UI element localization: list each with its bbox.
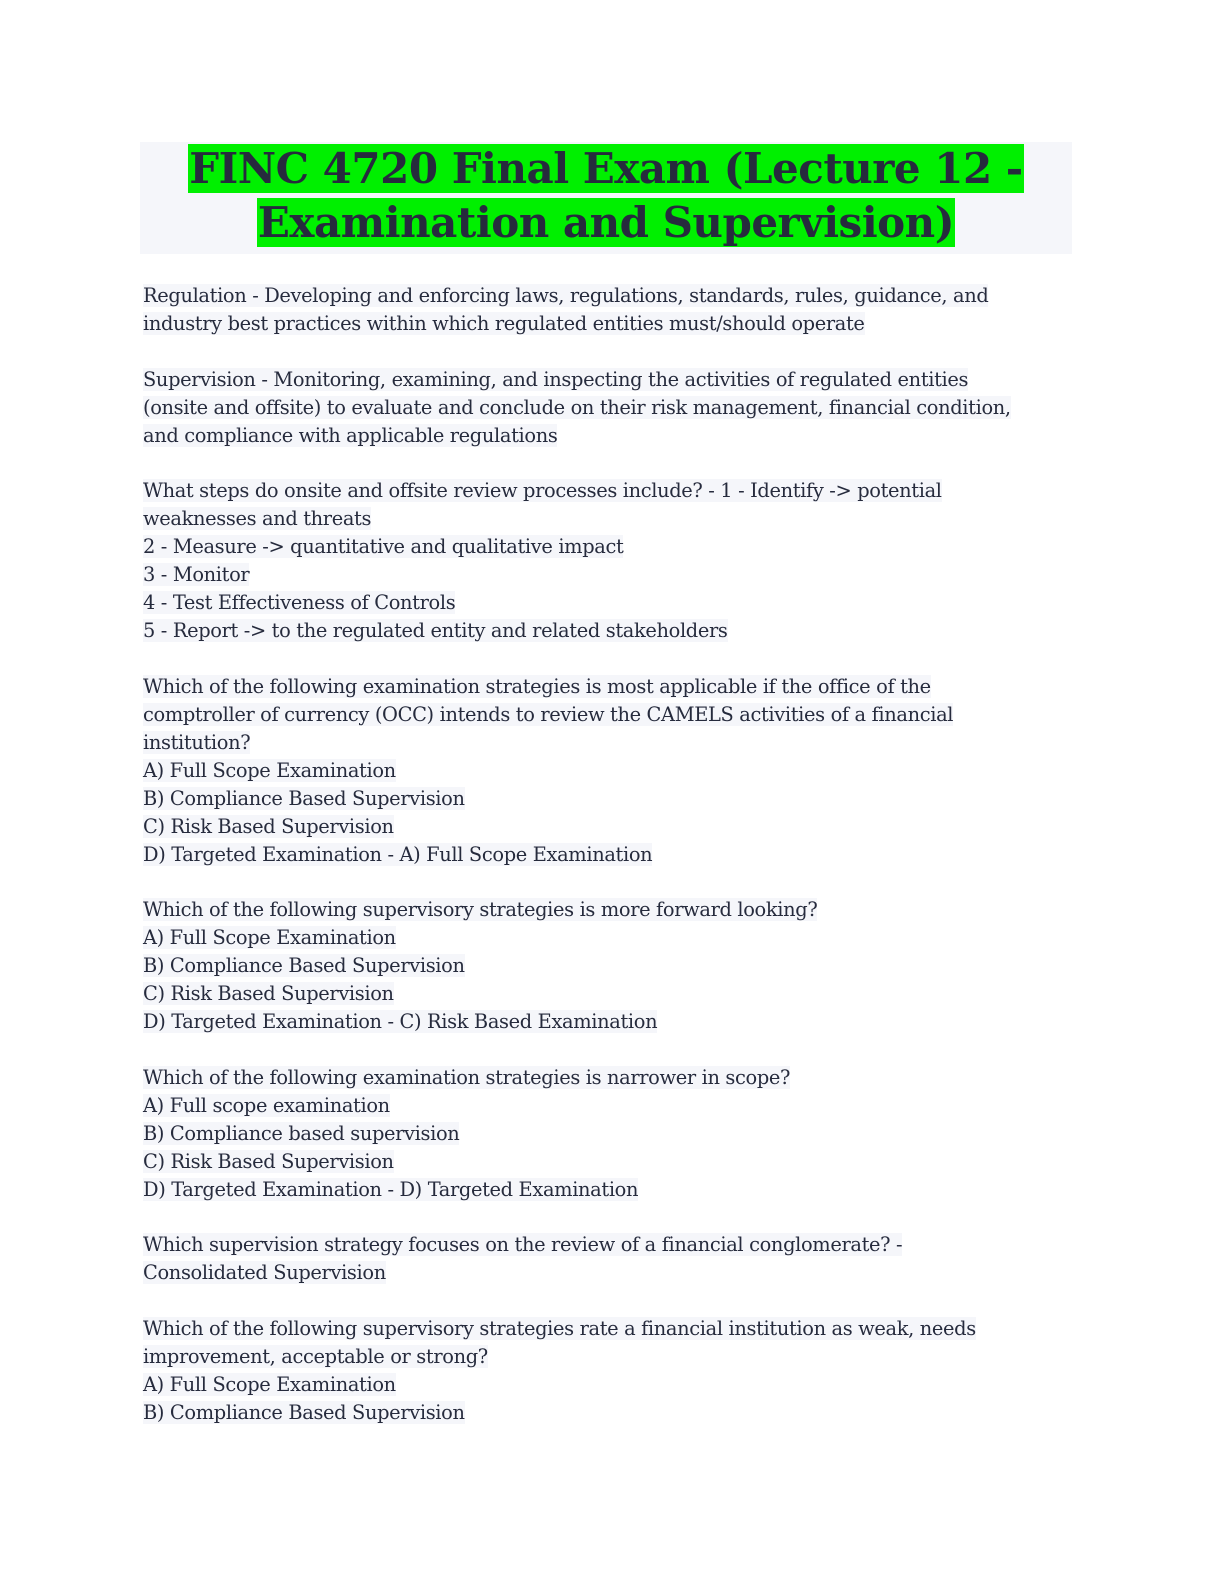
text-line [143, 1148, 1078, 1176]
text-line [143, 924, 1078, 952]
text-line-content: Consolidated Supervision [143, 1261, 386, 1284]
text-line [143, 422, 1078, 450]
title-line-1-text: FINC 4720 Final Exam (Lecture 12 - [189, 144, 1023, 193]
text-line [143, 1343, 1078, 1371]
text-line [143, 366, 1078, 394]
flashcard-block [143, 1231, 1078, 1287]
text-line [143, 701, 1078, 729]
flashcard-block [143, 1315, 1078, 1427]
text-line [143, 1176, 1078, 1204]
text-line-content: B) Compliance Based Supervision [143, 1400, 465, 1424]
text-line [143, 1315, 1078, 1343]
flashcard-block [143, 477, 1078, 645]
text-line-content: improvement, acceptable or strong? [143, 1344, 488, 1368]
text-line [143, 1371, 1078, 1399]
text-line-content: B) Compliance Based Supervision [143, 954, 465, 977]
text-line-content: Which of the following examination strategies is most applicable if the office of the [143, 674, 931, 698]
text-line [143, 785, 1078, 813]
text-line [143, 505, 1078, 533]
text-line [143, 561, 1078, 589]
text-line [143, 1231, 1078, 1259]
text-line [143, 1399, 1078, 1427]
text-line-content: (onsite and offsite) to evaluate and conclude on their risk management, financial condition, [143, 395, 1011, 419]
text-line-content: Which of the following supervisory strategies rate a financial institution as weak, needs [143, 1316, 976, 1340]
title-line-2-text: Examination and Supervision) [257, 198, 955, 247]
text-line-content: A) Full Scope Examination [143, 758, 396, 782]
text-line [143, 896, 1078, 924]
text-line [143, 394, 1078, 422]
text-line-content: Regulation - Developing and enforcing laws, regulations, standards, rules, guidance, and [143, 284, 989, 307]
text-line-content: comptroller of currency (OCC) intends to review the CAMELS activities of a financial [143, 702, 954, 726]
text-line [143, 1064, 1078, 1092]
text-line [143, 589, 1078, 617]
text-line-content: 2 - Measure -> quantitative and qualitative impact [143, 535, 624, 558]
text-line [143, 757, 1078, 785]
text-line-content: What steps do onsite and offsite review processes include? - 1 - Identify -> potential [143, 479, 942, 502]
text-line-content: D) Targeted Examination - C) Risk Based Examination [143, 1010, 658, 1033]
text-line-content: A) Full Scope Examination [143, 926, 396, 949]
document-body [143, 282, 1078, 1454]
text-line [143, 533, 1078, 561]
text-line-content: Which of the following supervisory strategies is more forward looking? [143, 898, 818, 921]
text-line-content: Supervision - Monitoring, examining, and inspecting the activities of regulated entities [143, 367, 969, 391]
text-line-content: D) Targeted Examination - A) Full Scope Examination [143, 842, 653, 866]
text-line [143, 1092, 1078, 1120]
text-line [143, 1008, 1078, 1036]
title-line-1 [140, 142, 1072, 196]
text-line-content: weaknesses and threats [143, 507, 372, 530]
text-line-content: 3 - Monitor [143, 563, 250, 586]
text-line-content: Which of the following examination strategies is narrower in scope? [143, 1065, 791, 1089]
text-line-content: 4 - Test Effectiveness of Controls [143, 591, 456, 614]
text-line [143, 310, 1078, 338]
text-line-content: D) Targeted Examination - D) Targeted Examination [143, 1177, 639, 1201]
flashcard-block [143, 366, 1078, 450]
text-line-content: and compliance with applicable regulations [143, 423, 558, 447]
text-line-content: A) Full scope examination [143, 1093, 390, 1117]
text-line-content: industry best practices within which regulated entities must/should operate [143, 312, 865, 335]
text-line [143, 729, 1078, 757]
flashcard-block [143, 282, 1078, 338]
title-line-2 [140, 196, 1072, 250]
text-line [143, 673, 1078, 701]
text-line-content: C) Risk Based Supervision [143, 814, 394, 838]
text-line-content: institution? [143, 730, 251, 754]
text-line [143, 282, 1078, 310]
flashcard-block [143, 1064, 1078, 1204]
text-line-content: Which supervision strategy focuses on the review of a financial conglomerate? - [143, 1233, 903, 1256]
text-line-content: C) Risk Based Supervision [143, 1149, 394, 1173]
text-line-content: A) Full Scope Examination [143, 1372, 396, 1396]
text-line [143, 477, 1078, 505]
document-title [140, 142, 1072, 254]
text-line [143, 813, 1078, 841]
text-line [143, 1120, 1078, 1148]
text-line [143, 980, 1078, 1008]
text-line-content: C) Risk Based Supervision [143, 982, 394, 1005]
text-line-content: 5 - Report -> to the regulated entity and related stakeholders [143, 619, 728, 642]
text-line-content: B) Compliance based supervision [143, 1121, 460, 1145]
text-line [143, 617, 1078, 645]
flashcard-block [143, 673, 1078, 869]
flashcard-block [143, 896, 1078, 1036]
text-line [143, 841, 1078, 869]
text-line [143, 1259, 1078, 1287]
text-line-content: B) Compliance Based Supervision [143, 786, 465, 810]
text-line [143, 952, 1078, 980]
